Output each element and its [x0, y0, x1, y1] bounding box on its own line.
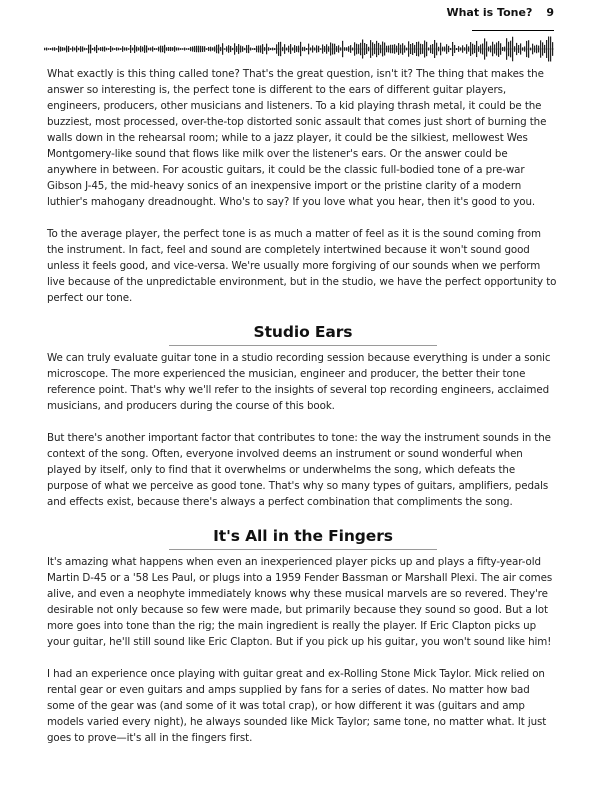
waveform-bar [70, 48, 71, 50]
waveform-bar [116, 47, 117, 50]
waveform-bar [62, 47, 63, 51]
page-number: 9 [546, 6, 554, 19]
waveform-bar [546, 40, 547, 58]
waveform-bar [54, 47, 55, 51]
waveform-bar [380, 45, 381, 53]
waveform-bar [288, 46, 289, 53]
waveform-bar [430, 45, 431, 53]
waveform-bar [84, 48, 85, 51]
waveform-bar [240, 46, 241, 53]
intro-paragraph-1: What exactly is this thing called tone? That's the great question, isn't it? The thing that makes the answer so interesting is, the perfect tone is different to the ears of different guitar players, engineers, producers, other musicians and listeners. To a kid playing thrash metal, it could be the buzziest, most processed, over-the-top distorted sonic assault that comes just short of burning the walls down in the rehearsal room; while to a jazz player, it could be the silkiest, mellowest Wes Montgomery-like sound that flows like milk over the listener's ears. Or the answer could be anywhere in between. For acoustic guitars, it could be the classic full-bodied tone of a pre-war Gibson J-45, the mid-heavy sonics of an inexpensive import or the pristine clarity of a modern luthier's mahogany dreadnought. Who's to say? If you love what you hear, then it's good to you. [47, 68, 547, 208]
header-rule [472, 30, 554, 31]
waveform-bar [170, 47, 171, 51]
waveform-bar [374, 44, 375, 54]
waveform-bar [192, 46, 193, 51]
waveform-bar [486, 41, 487, 56]
waveform-bar [106, 48, 107, 51]
waveform-bar [494, 44, 495, 53]
waveform-bar [432, 44, 433, 54]
waveform-bar [320, 48, 321, 50]
waveform-bar [60, 47, 61, 52]
waveform-bar [64, 48, 65, 51]
waveform-bar [260, 45, 261, 52]
waveform-bar [480, 44, 481, 53]
waveform-bar [72, 47, 73, 52]
waveform-bar [472, 44, 473, 55]
waveform-bar [406, 48, 407, 51]
waveform-bar [520, 43, 521, 54]
waveform-bar [114, 48, 115, 50]
waveform-bar [252, 48, 253, 50]
waveform-bar [208, 47, 209, 51]
waveform-bar [168, 47, 169, 51]
waveform-ornament [44, 36, 554, 62]
waveform-bar [342, 41, 343, 57]
waveform-bar [140, 46, 141, 52]
waveform-bar [476, 41, 477, 57]
section-heading-fingers: It's All in the Fingers [169, 526, 437, 550]
waveform-bar [256, 46, 257, 52]
waveform-bar [222, 43, 223, 55]
waveform-bar [188, 48, 189, 50]
waveform-bar [66, 46, 67, 53]
waveform-bar [540, 40, 541, 57]
waveform-bar [360, 43, 361, 55]
waveform-bar [74, 48, 75, 51]
waveform-bar [124, 47, 125, 50]
waveform-bar [130, 45, 131, 53]
waveform-bar [214, 46, 215, 51]
waveform-bar [78, 48, 79, 50]
waveform-bar [422, 44, 423, 54]
waveform-bar [242, 46, 243, 52]
waveform-bar [434, 40, 435, 58]
waveform-bar [376, 41, 377, 57]
waveform-bar [146, 46, 147, 53]
waveform-bar [228, 45, 229, 53]
waveform-bar [388, 46, 389, 53]
waveform-bar [446, 44, 447, 54]
waveform-bar [186, 48, 187, 50]
waveform-bar [370, 40, 371, 58]
waveform-bar [396, 46, 397, 53]
waveform-bar [158, 47, 159, 52]
waveform-bar [112, 48, 113, 51]
waveform-bar [332, 43, 333, 54]
waveform-bar [522, 47, 523, 50]
waveform-bar [52, 47, 53, 50]
waveform-bar [352, 48, 353, 51]
waveform-bar [134, 45, 135, 53]
waveform-bar [266, 44, 267, 55]
waveform-bar [462, 45, 463, 52]
studio-ears-paragraph-2: But there's another important factor that contributes to tone: the way the instrument sounds in the context of the song. Often, everyone involved deems an instrument or sound wonderful when played by itself, only to find that it overwhelms or underwhelms the song, which defeats the purpose of what we perceive as good tone. That's why so many types of guitars, amplifiers, pedals and effects exist, because there's always a perfect combination that compliments the song. [47, 432, 551, 508]
waveform-bar [250, 47, 251, 50]
waveform-bar [534, 46, 535, 53]
waveform-bar [400, 45, 401, 54]
waveform-bar [418, 42, 419, 57]
waveform-bar [542, 42, 543, 55]
waveform-bar [302, 47, 303, 51]
waveform-bar [500, 43, 501, 55]
waveform-bar [334, 44, 335, 55]
waveform-bar [448, 46, 449, 52]
waveform-bar [132, 48, 133, 51]
waveform-bar [122, 46, 123, 52]
waveform-bar [148, 48, 149, 50]
waveform-bar [200, 46, 201, 52]
waveform-bar [232, 48, 233, 50]
waveform-bar [350, 45, 351, 53]
waveform-bar [402, 43, 403, 55]
waveform-bar [408, 41, 409, 56]
waveform-bar [184, 47, 185, 50]
waveform-bar [378, 43, 379, 55]
waveform-bar [306, 48, 307, 50]
waveform-bar [512, 37, 513, 62]
waveform-bar [550, 37, 551, 62]
waveform-bar [194, 46, 195, 52]
waveform-bar [280, 42, 281, 56]
waveform-bar [348, 46, 349, 52]
waveform-bar [518, 45, 519, 53]
waveform-bar [516, 43, 517, 55]
waveform-bar [102, 47, 103, 52]
waveform-bar [394, 44, 395, 53]
waveform-bar [544, 45, 545, 53]
waveform-bar [290, 44, 291, 54]
waveform-bar [524, 46, 525, 51]
waveform-bar [504, 47, 505, 52]
waveform-bar [110, 46, 111, 52]
waveform-bar [498, 41, 499, 57]
waveform-bar [502, 47, 503, 51]
waveform-bar [216, 45, 217, 53]
waveform-bar [526, 41, 527, 57]
waveform-bar [178, 48, 179, 51]
waveform-bar [100, 47, 101, 51]
waveform-bar [440, 43, 441, 56]
waveform-bar [264, 47, 265, 51]
waveform-bar [298, 46, 299, 53]
waveform-bar [438, 47, 439, 52]
waveform-bar [156, 48, 157, 50]
waveform-bar [530, 48, 531, 51]
waveform-bar [428, 47, 429, 50]
fingers-paragraph-2: I had an experience once playing with guitar great and ex-Rolling Stone Mick Taylor. Mick relied on rental gear or even guitars and amps supplied by fans for a series of dates. No matter how bad some of the gear was (and some of it was total crap), or how different it was (guitars and amp models varied every night), he always sounded like Mick Taylor; same tone, no matter what. It just goes to prove—it's all in the fingers first. [47, 668, 547, 744]
waveform-bar [300, 42, 301, 56]
waveform-bar [236, 46, 237, 52]
waveform-bar [212, 47, 213, 50]
waveform-bar [310, 47, 311, 50]
waveform-bar [244, 48, 245, 50]
waveform-bar [126, 47, 127, 50]
waveform-bar [278, 42, 279, 56]
waveform-bar [152, 46, 153, 51]
waveform-bar [80, 46, 81, 52]
waveform-bar [492, 42, 493, 56]
intro-paragraph-2: To the average player, the perfect tone is as much a matter of feel as it is the sound coming from the instrument. In fact, feel and sound are completely intertwined because it won't sound good unless it feels good, and vice-versa. We're usually more forgiving of our sounds when we perform live because of the unpredictable environment, but in the studio, we have the perfect opportunity to perfect our tone. [47, 228, 557, 304]
waveform-bar [426, 42, 427, 56]
waveform-bar [478, 46, 479, 52]
waveform-bar [532, 44, 533, 55]
waveform-bar [324, 46, 325, 52]
waveform-bar [412, 43, 413, 55]
waveform-bar [362, 39, 363, 58]
waveform-bar [150, 47, 151, 50]
waveform-bar [548, 37, 549, 62]
page-body [47, 66, 559, 762]
waveform-bar [230, 46, 231, 52]
waveform-bar [68, 46, 69, 52]
waveform-bar [404, 45, 405, 52]
waveform-bar [272, 48, 273, 51]
waveform-bar [174, 46, 175, 52]
waveform-bar [514, 46, 515, 52]
waveform-bar [246, 45, 247, 53]
waveform-bar [248, 45, 249, 53]
waveform-bar [386, 46, 387, 53]
waveform-bar [474, 45, 475, 53]
waveform-bar [364, 43, 365, 55]
waveform-bar [442, 47, 443, 52]
waveform-bar [50, 48, 51, 50]
waveform-bar [372, 42, 373, 55]
waveform-bar [536, 45, 537, 53]
waveform-bar [496, 42, 497, 55]
waveform-bar [136, 47, 137, 52]
waveform-bar [120, 48, 121, 50]
waveform-bar [294, 45, 295, 53]
running-header [446, 6, 554, 19]
waveform-bar [196, 46, 197, 52]
waveform-bar [398, 43, 399, 55]
waveform-bar [414, 45, 415, 53]
waveform-bar [82, 46, 83, 51]
waveform-bar [356, 44, 357, 55]
waveform-bar [444, 47, 445, 52]
waveform-bar [268, 47, 269, 51]
waveform-bar [454, 45, 455, 53]
waveform-bar [464, 47, 465, 51]
waveform-bar [202, 46, 203, 52]
waveform-bar [510, 41, 511, 58]
waveform-bar [366, 44, 367, 54]
section-heading-studio-ears: Studio Ears [169, 322, 437, 346]
waveform-bar [466, 44, 467, 54]
waveform-bar [284, 44, 285, 54]
waveform-bar [44, 48, 45, 50]
waveform-bar [160, 46, 161, 53]
waveform-bar [220, 47, 221, 51]
waveform-bar [226, 46, 227, 51]
waveform-bar [180, 48, 181, 50]
waveform-bar [528, 40, 529, 58]
waveform-bar [368, 47, 369, 52]
waveform-bar [144, 45, 145, 53]
waveform-bar [234, 43, 235, 54]
waveform-bar [336, 46, 337, 52]
waveform-bar [96, 45, 97, 53]
waveform-bar [210, 47, 211, 52]
studio-ears-paragraph-1: We can truly evaluate guitar tone in a studio recording session because everything is under a sonic microscope. The more experienced the musician, engineer and producer, the better their tone reference point. That's why we'll refer to the insights of several top recording engineers, acclaimed musicians, and producers during the course of this book. [47, 352, 551, 412]
waveform-bar [176, 47, 177, 50]
waveform-bar [92, 48, 93, 50]
waveform-bar [86, 48, 87, 50]
waveform-bar [416, 42, 417, 56]
waveform-bar [490, 46, 491, 53]
waveform-bar [206, 48, 207, 50]
waveform-bar [482, 44, 483, 55]
waveform-bar [326, 44, 327, 53]
waveform-bar [328, 46, 329, 51]
waveform-bar [254, 48, 255, 50]
waveform-bar [262, 44, 263, 54]
waveform-bar [392, 45, 393, 53]
waveform-bar [382, 42, 383, 57]
waveform-bar [162, 46, 163, 52]
waveform-bar [312, 45, 313, 52]
waveform-bar [286, 48, 287, 51]
waveform-bar [90, 45, 91, 54]
waveform-bar [270, 48, 271, 50]
waveform-bar [166, 47, 167, 50]
waveform-bar [274, 48, 275, 50]
waveform-bar [76, 46, 77, 52]
waveform-bar [296, 46, 297, 52]
waveform-bar [182, 48, 183, 50]
waveform-bar [46, 48, 47, 51]
waveform-bar [204, 46, 205, 52]
waveform-bar [340, 47, 341, 50]
waveform-bar [128, 48, 129, 50]
waveform-bar [282, 47, 283, 51]
waveform-bar [468, 46, 469, 51]
waveform-bar [436, 43, 437, 56]
waveform-bar [460, 47, 461, 50]
waveform-bar [304, 47, 305, 51]
waveform-bar [322, 44, 323, 53]
waveform-bar [94, 47, 95, 51]
waveform-bar [172, 47, 173, 51]
waveform-bar [390, 45, 391, 53]
waveform-bar [238, 44, 239, 54]
waveform-bar [420, 44, 421, 54]
waveform-bar [384, 43, 385, 56]
waveform-bar [224, 48, 225, 50]
waveform-bar [508, 42, 509, 56]
waveform-bar [138, 47, 139, 50]
chapter-title: What is Tone? [446, 6, 533, 19]
waveform-bar [276, 44, 277, 53]
waveform-bar [538, 46, 539, 53]
waveform-bar [470, 42, 471, 56]
waveform-bar [164, 45, 165, 53]
waveform-bar [308, 44, 309, 55]
waveform-bar [506, 38, 507, 60]
waveform-bar [218, 44, 219, 53]
waveform-bar [450, 48, 451, 50]
waveform-bar [354, 42, 355, 55]
waveform-bar [154, 48, 155, 50]
waveform-bar [330, 42, 331, 55]
waveform-bar [458, 46, 459, 52]
waveform-bar [552, 42, 553, 56]
waveform-bar [452, 42, 453, 56]
waveform-bar [190, 47, 191, 51]
waveform-bar [488, 47, 489, 52]
waveform-bar [346, 47, 347, 50]
waveform-bar [338, 45, 339, 52]
waveform-bar [108, 48, 109, 50]
waveform-bar [410, 44, 411, 54]
waveform-bar [316, 45, 317, 52]
waveform-bar [292, 47, 293, 50]
waveform-bar [56, 48, 57, 50]
waveform-bar [456, 48, 457, 50]
waveform-bar [314, 47, 315, 50]
waveform-bar [258, 46, 259, 53]
waveform-bar [104, 46, 105, 51]
waveform-bar [142, 47, 143, 52]
waveform-bar [98, 48, 99, 50]
waveform-bar [424, 40, 425, 57]
waveform-bar [484, 38, 485, 59]
waveform-bar [88, 45, 89, 54]
fingers-paragraph-1: It's amazing what happens when even an inexperienced player picks up and plays a fifty-year-old Martin D-45 or a '58 Les Paul, or plugs into a 1959 Fender Bassman or Marshall Plexi. The air comes alive, and even a neophyte immediately knows why these musical marvels are so revered. They're desirable not only because so few were made, but primarily because they sound so good. But a lot more goes into tone than the rig; the main ingredient is really the player. If Eric Clapton picks up your guitar, he'll still sound like Eric Clapton. But if you pick up his guitar, you won't sound like him! [47, 556, 553, 648]
waveform-bar [58, 46, 59, 52]
waveform-bar [344, 47, 345, 51]
waveform-bar [318, 46, 319, 52]
waveform-bar [198, 46, 199, 53]
waveform-bar [48, 48, 49, 50]
waveform-bar [358, 44, 359, 53]
waveform-bar [118, 48, 119, 51]
